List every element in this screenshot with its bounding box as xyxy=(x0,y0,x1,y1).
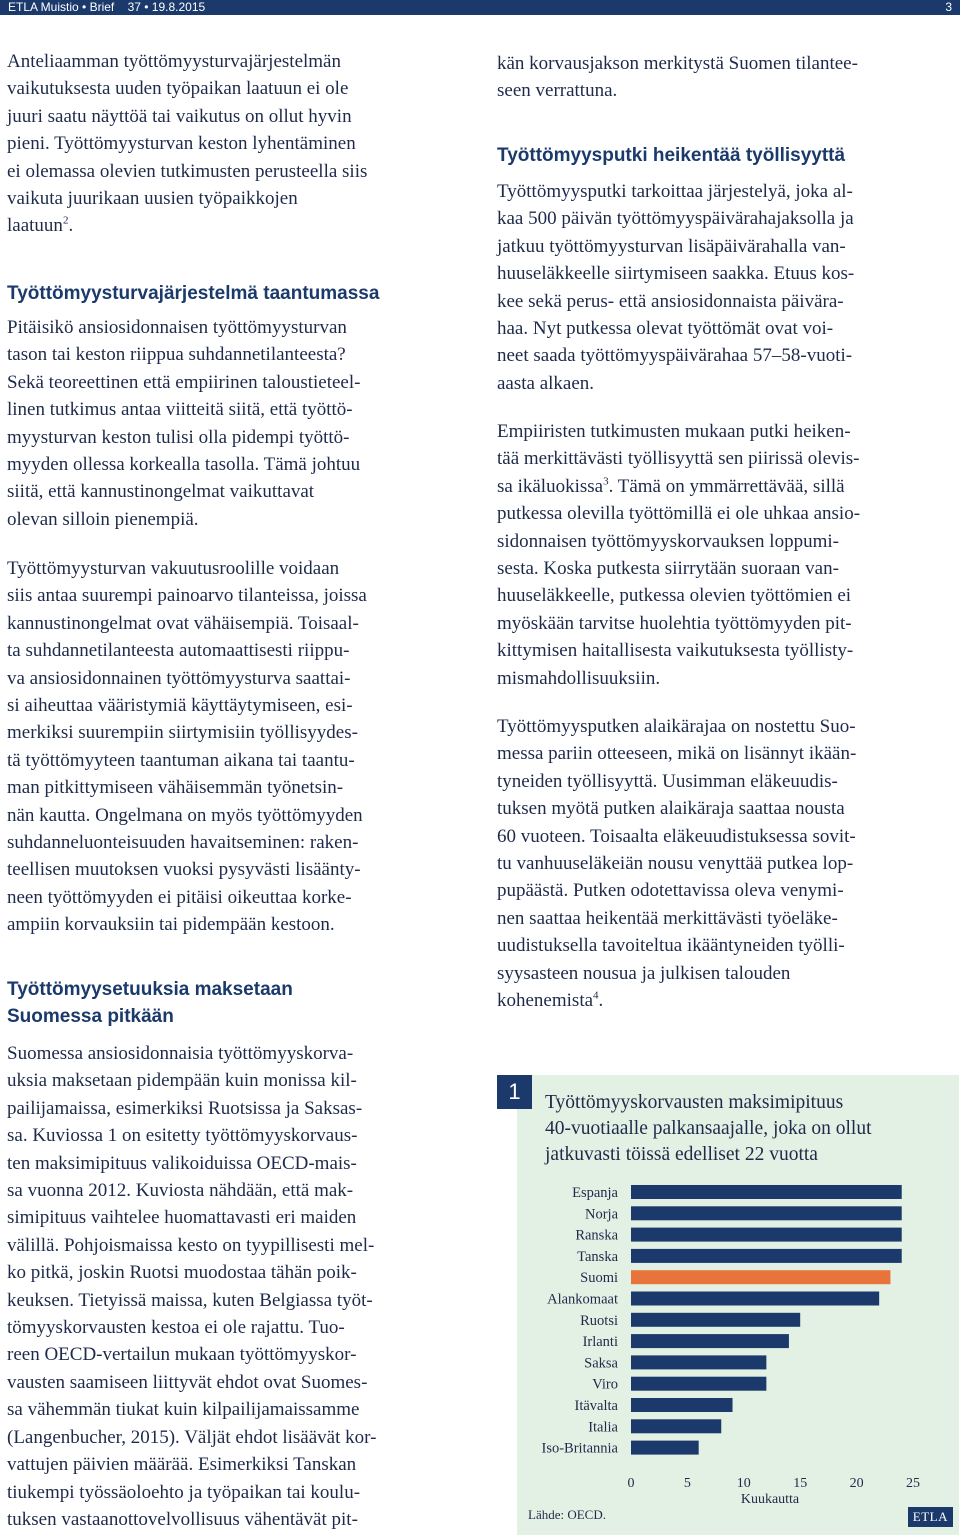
x-axis-label: Kuukautta xyxy=(740,1492,800,1505)
paragraph-1-text: Anteliaamman työttömyysturvajärjestelmän vaikutuksesta uuden työpaikan laatuun ei ole juuri saatu näyttöä tai vaikutus on ollut hyvin pieni. Työttömyysturvan keston lyhentäminen ei olemassa olevien tutkimusten perusteella siis vaikuta juurikaan uusien työpaikkojen laatuun xyxy=(7,51,368,237)
paragraph-2: Pitäisikö ansiosidonnaisen työttömyysturvan tason tai keston riippua suhdannetilanteesta? Sekä teoreettinen että empiirinen taloustieteel- linen tutkimus antaa viitteitä siitä, että työttö- myysturvan keston tulisi olla pidempi työttö- myyden ollessa korkealla tasolla. Tämä johtuu siitä, että kannustinongelmat vaikuttavat olevan silloin pienempiä. xyxy=(7,317,361,530)
paragraph-r4-end: . xyxy=(598,990,604,1012)
paragraph-r1: kän korvausjakson merkitystä Suomen tilantee- seen verrattuna. xyxy=(497,53,858,102)
category-label: Norja xyxy=(584,1206,618,1223)
paragraph-1-end: . xyxy=(68,215,74,237)
bar-chart xyxy=(497,1175,959,1505)
figure-source: Lähde: OECD. xyxy=(528,1507,606,1522)
x-tick-label: 20 xyxy=(849,1476,864,1491)
footnote-ref-2: 2 xyxy=(62,215,69,228)
category-label: Suomi xyxy=(580,1270,618,1287)
paragraph-r4 xyxy=(497,713,952,1014)
heading-taantuma: Työttömyysturvajärjestelmä taantumassa xyxy=(7,283,380,304)
page-number: 3 xyxy=(945,0,952,14)
heading-pitkaan: Työttömyysetuuksia maksetaan Suomessa pitkään xyxy=(7,979,293,1027)
bar-viro xyxy=(631,1377,766,1391)
figure-1 xyxy=(497,1075,959,1535)
category-label: Italia xyxy=(588,1419,618,1436)
category-label: Tanska xyxy=(577,1248,618,1265)
bar-itävalta xyxy=(631,1398,733,1412)
paragraph-4: Suomessa ansiosidonnaisia työttömyyskorva- uksia maksetaan pidempään kuin monissa kil- pailijamaissa, esimerkiksi Ruotsissa ja Saksas- sa. Kuviossa 1 on esitetty työttömyyskorvaus- ten maksimipituus valikoiduissa OECD-mais- sa vuonna 2012. Kuviosta nähdään, että mak- simipituus vaihtelee huomattavasti eri maiden välillä. Pohjoismaissa kesto on tyypillisesti mel- ko pitkä, joskin Ruotsi muodostaa tähän poik- keuksen. Tietyissä maissa, kuten Belgiassa työt- tömyyskorvausten kestoa ei ole rajattu. Tuo- reen OECD-vertailun mukaan työttömyyskor- vausten saamiseen liittyvät ehdot ovat Suomes- sa vähemmän tiukat kuin kilpailijamaissamme (Langenbucher, 2015). Väljät ehdot lisäävät kor- vattujen päivien määrää. Esimerkiksi Tanskan tiukempi työssäoloehto ja työpaikan tai koulu- tuksen vastaanottovelvollisuus vähentävät pit- xyxy=(7,1043,377,1530)
figure-number: 1 xyxy=(497,1075,532,1109)
x-tick-label: 15 xyxy=(793,1476,808,1491)
bar-espanja xyxy=(631,1185,902,1199)
publication-issue xyxy=(8,0,205,15)
figure-title: Työttömyyskorvausten maksimipituus 40-vuotiaalle palkansaajalle, joka on ollut jatkuvasti töissä edelliset 22 vuotta xyxy=(545,1092,872,1165)
category-label: Ranska xyxy=(575,1227,618,1244)
bar-ranska xyxy=(631,1228,902,1242)
etla-logo: ETLA xyxy=(908,1507,953,1527)
category-label: Ruotsi xyxy=(580,1312,618,1329)
category-label: Itävalta xyxy=(574,1398,618,1414)
paragraph-3: Työttömyysturvan vakuutusroolille voidaan siis antaa suurempi painoarvo tilanteissa, joissa kannustinongelmat ovat vähäisempiä. Toisaal- ta suhdannetilanteesta automaattisesti riippu- va ansiosidonnainen työttömyysturva saattai- si aiheuttaa vääristymiä käyttäytymiseen, esi- merkiksi suurempiin siirtymisiin työllisyydes- tä työttömyyteen taantuman aikana tai taantu- man pitkittymiseen vähäisemmän työnetsin- nän kautta. Ongelmana on myös työttömyyden suhdanneluonteisuuden havaitseminen: raken- teellisen muutoksen vuoksi pysyvästi lisäänty- neen työttömyyden ei pitäisi oikeuttaa korke- ampiin korvauksiin tai pidempään kestoon. xyxy=(7,558,367,936)
heading-tyottomyysputki: Työttömyysputki heikentää työllisyyttä xyxy=(497,145,846,166)
bar-alankomaat xyxy=(631,1292,879,1306)
paragraph-1 xyxy=(7,48,467,240)
x-tick-label: 5 xyxy=(683,1476,691,1491)
category-label: Espanja xyxy=(572,1185,618,1201)
header-bar xyxy=(0,0,960,15)
category-label: Viro xyxy=(592,1376,618,1393)
bar-irlanti xyxy=(631,1334,789,1348)
paragraph-r3-rest: . Tämä on ymmärrettävää, sillä putkessa olevilla työttömillä ei ole uhkaa ansio- sidonnaisen työttömyyskorvauksen loppumi- sesta. Koska putkesta siirrytään suoraan van- huuseläkkeelle, putkessa olevien työttömien ei myöskään tarvitse huolehtia työttömyyden pit- kittymisen haitallisesta vaikutuksesta työllisty- mismahdollisuuksiin. xyxy=(497,475,861,689)
bar-suomi xyxy=(631,1270,890,1284)
footnote-ref-4: 4 xyxy=(593,989,599,1002)
publication-name: ETLA Muistio • Brief xyxy=(8,0,115,14)
x-tick-label: 0 xyxy=(627,1476,635,1491)
category-label: Irlanti xyxy=(582,1334,618,1351)
category-label: Iso-Britannia xyxy=(541,1440,618,1457)
bar-ruotsi xyxy=(631,1313,800,1327)
paragraph-r2: Työttömyysputki tarkoittaa järjestelyä, joka al- kaa 500 päivän työttömyyspäivärahajaksolla ja jatkuu työttömyysturvan lisäpäivärahalla van- huuseläkkeelle siirtymiseen saakka. Etuus kos- kee sekä perus- että ansiosidonnaista päivära- haa. Nyt putkessa olevat työttömät ovat voi- neet saada työttömyyspäivärahaa 57–58-vuoti- aasta alkaen. xyxy=(497,181,855,394)
paragraph-r3-text: Empiiristen tutkimusten mukaan putki heiken- tää merkittävästi työllisyyttä sen piirissä olevis- sa ikäluokissa xyxy=(497,421,860,497)
paragraph-r4-text: Työttömyysputken alaikärajaa on nostettu Suo- messa pariin otteeseen, mikä on lisännyt ikään- tyneiden työllisyyttä. Uusimman eläkeuudis- tuksen myötä putken alaikäraja saattaa nousta 60 vuoteen. Toisaalta eläkeuudistuksessa sovit- tu vanhuuseläkeiän nousu venyttää putkea lop- pupäästä. Putken odotettavissa oleva venymi- nen saattaa heikentää merkittävästi työeläke- uudistuksella tavoiteltua ikääntyneiden työlli- syysasteen nousua ja julkisen talouden kohenemista xyxy=(497,716,857,1012)
bar-italia xyxy=(631,1419,721,1433)
x-tick-label: 25 xyxy=(906,1476,920,1491)
category-label: Alankomaat xyxy=(547,1291,618,1308)
footnote-ref-3: 3 xyxy=(603,475,609,488)
category-label: Saksa xyxy=(584,1355,618,1372)
x-tick-label: 10 xyxy=(736,1476,751,1491)
bar-iso-britannia xyxy=(631,1441,699,1455)
paragraph-r3 xyxy=(497,418,952,692)
bar-tanska xyxy=(631,1249,902,1263)
bar-norja xyxy=(631,1206,902,1220)
issue-date: 37 • 19.8.2015 xyxy=(127,0,206,14)
bar-saksa xyxy=(631,1355,766,1369)
